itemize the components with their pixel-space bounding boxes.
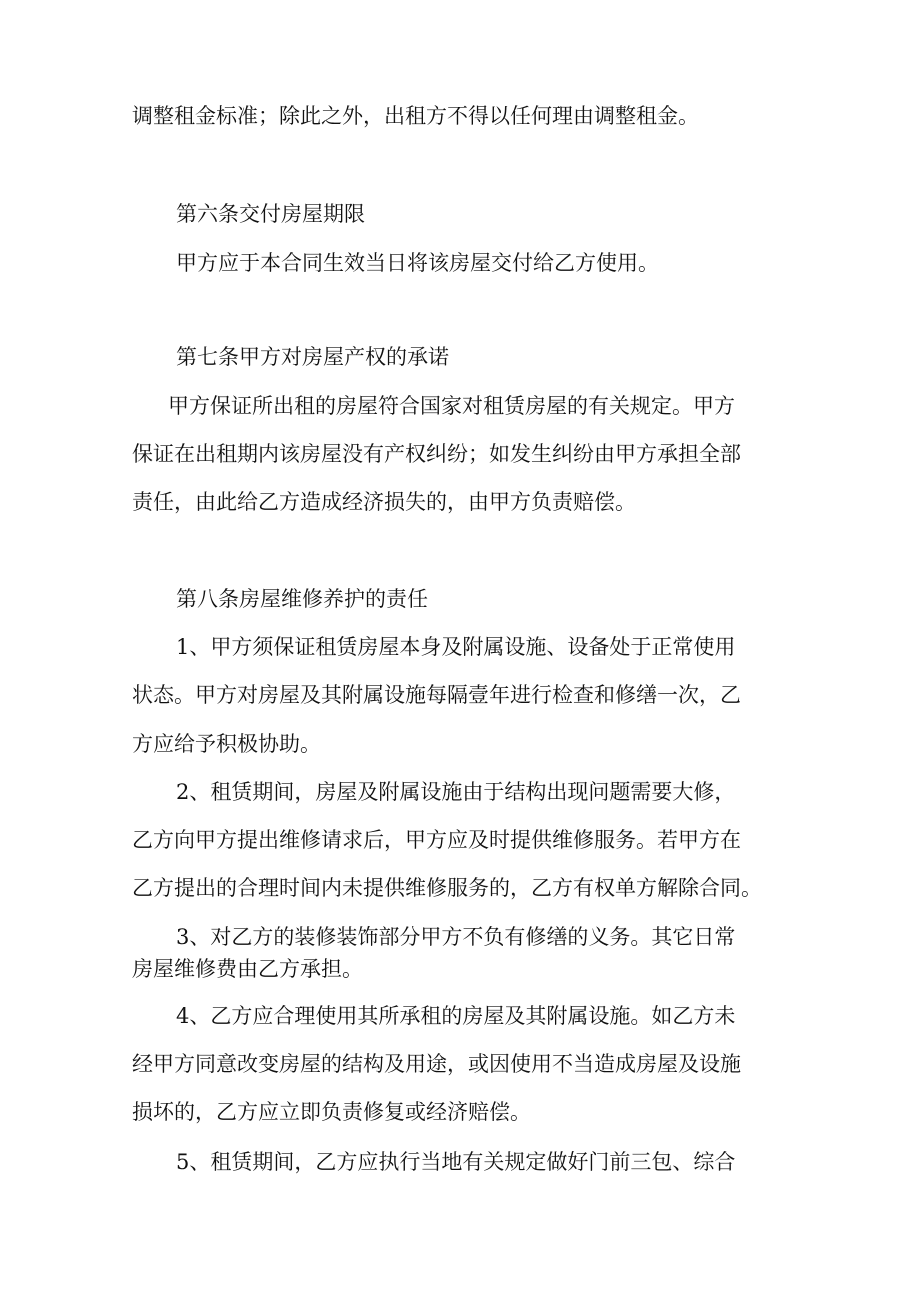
text-line: 调整租金标准；除此之外，出租方不得以任何理由调整租金。	[132, 104, 699, 128]
text-line: 甲方应于本合同生效当日将该房屋交付给乙方使用。	[176, 251, 659, 275]
text-line: 经甲方同意改变房屋的结构及用途，或因使用不当造成房屋及设施	[132, 1052, 741, 1076]
text-line: 方应给予积极协助。	[132, 732, 321, 756]
text-line: 责任，由此给乙方造成经济损失的，由甲方负责赔偿。	[132, 490, 636, 514]
text-line: 5、租赁期间，乙方应执行当地有关规定做好门前三包、综合	[176, 1150, 736, 1174]
text-line: 房屋维修费由乙方承担。	[132, 957, 363, 981]
text-line: 甲方保证所出租的房屋符合国家对租赁房屋的有关规定。甲方	[168, 394, 735, 418]
text-line: 2、租赁期间，房屋及附属设施由于结构出现问题需要大修，	[176, 780, 736, 804]
text-line: 损坏的，乙方应立即负责修复或经济赔偿。	[132, 1100, 531, 1124]
text-line: 3、对乙方的装修装饰部分甲方不负有修缮的义务。其它日常	[176, 925, 736, 949]
text-line: 状态。甲方对房屋及其附属设施每隔壹年进行检查和修缮一次，乙	[132, 683, 741, 707]
section-heading: 第六条交付房屋期限	[176, 202, 365, 226]
text-line: 4、乙方应合理使用其所承租的房屋及其附属设施。如乙方未	[176, 1004, 736, 1028]
text-line: 乙方向甲方提出维修请求后，甲方应及时提供维修服务。若甲方在	[132, 828, 741, 852]
section-heading: 第八条房屋维修养护的责任	[176, 587, 428, 611]
section-heading: 第七条甲方对房屋产权的承诺	[176, 345, 449, 369]
text-line: 保证在出租期内该房屋没有产权纠纷；如发生纠纷由甲方承担全部	[132, 442, 741, 466]
text-line: 1、甲方须保证租赁房屋本身及附属设施、设备处于正常使用	[176, 635, 736, 659]
text-line: 乙方提出的合理时间内未提供维修服务的，乙方有权单方解除合同。	[132, 876, 762, 900]
